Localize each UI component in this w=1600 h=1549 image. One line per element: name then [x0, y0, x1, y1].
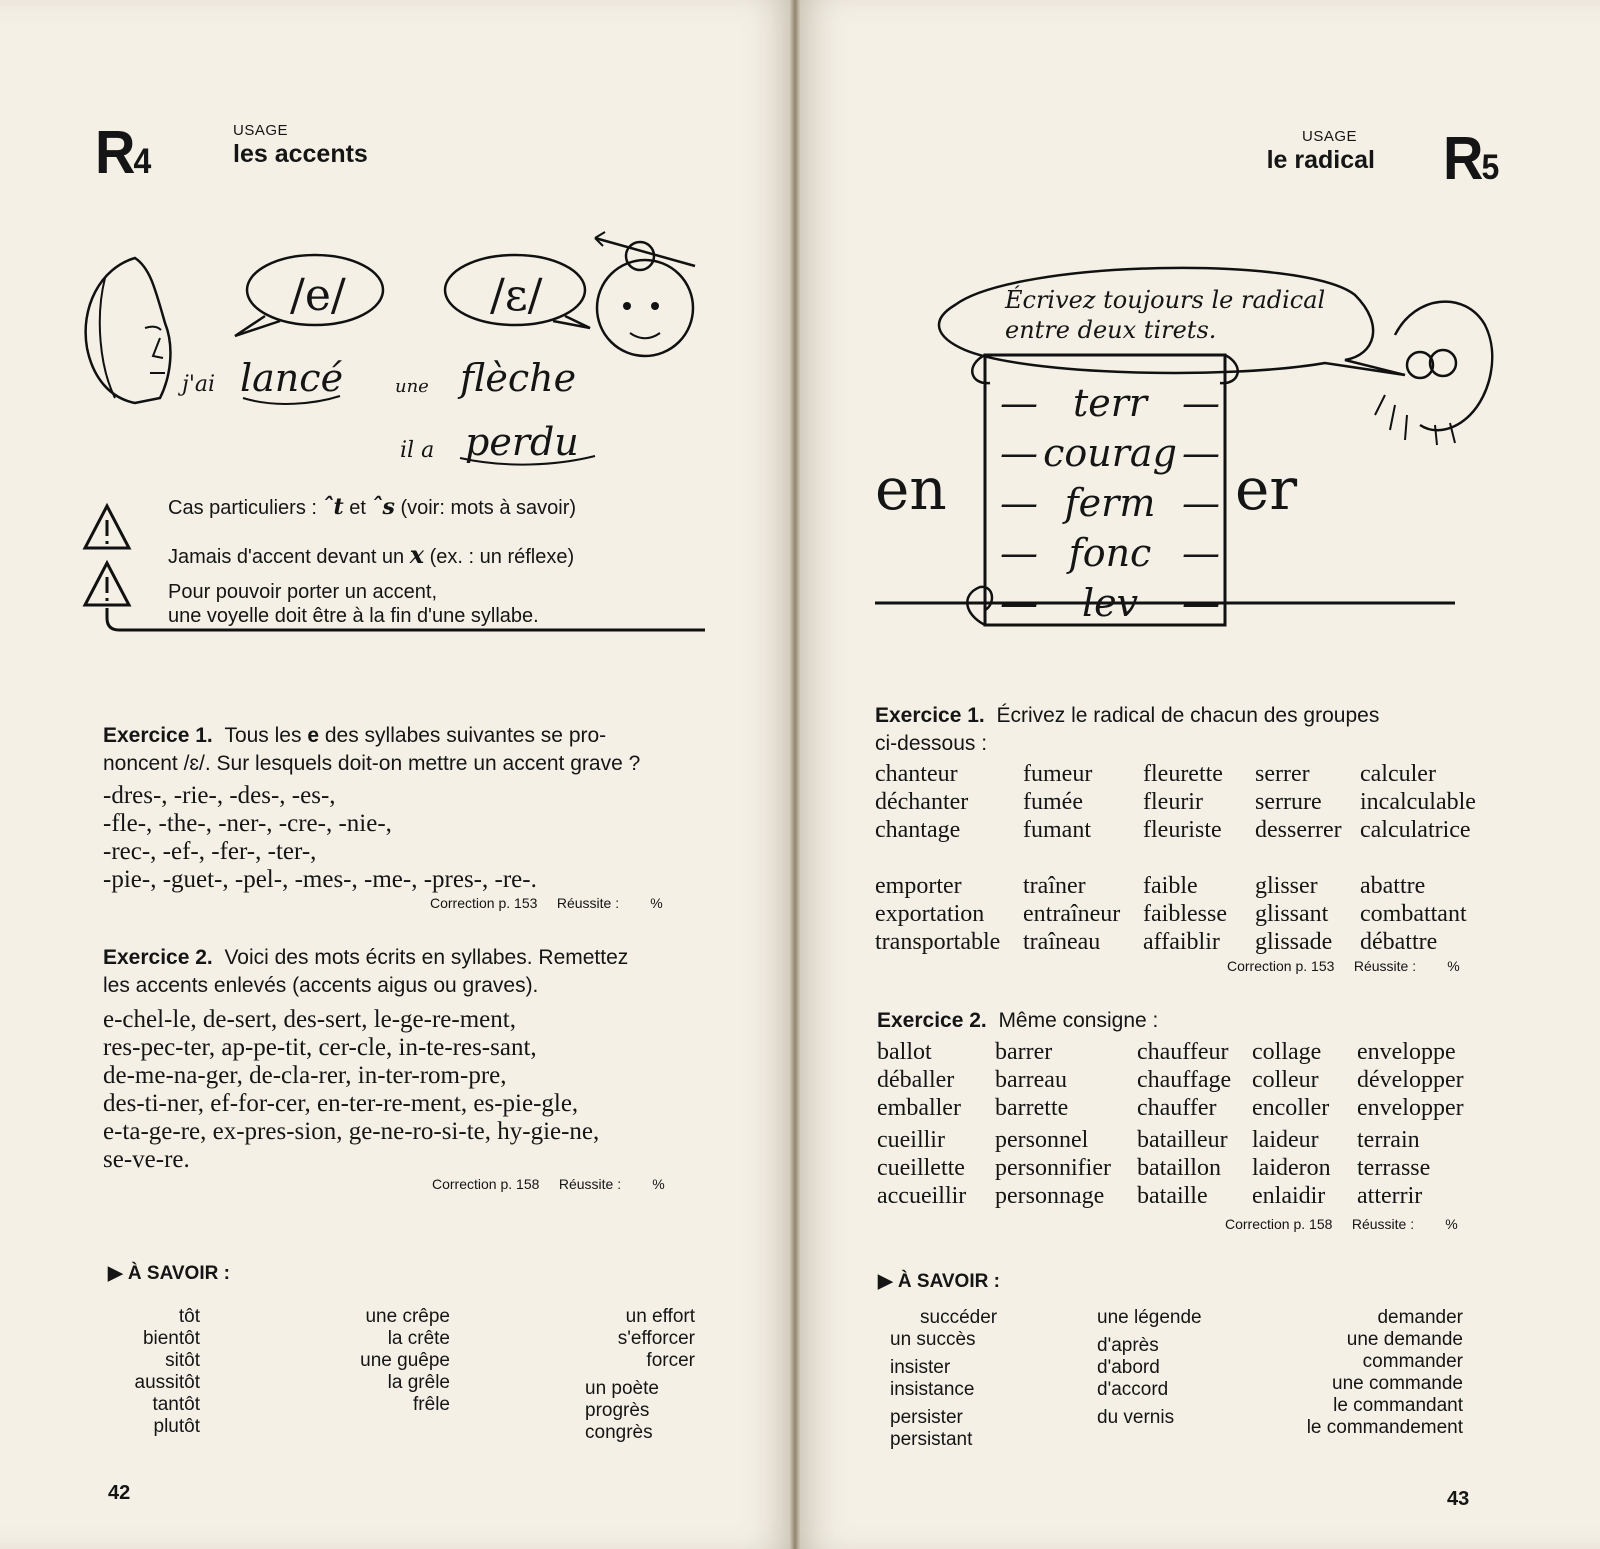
syllable-line: -dres-, -rie-, -des-, -es-, — [103, 782, 336, 809]
exercise-2-words — [103, 1006, 599, 1174]
radical-row: — lev — — [1000, 581, 1220, 625]
exercise-2-group-1: ballot barrer chauffeur collage enveloppe déballer barreau chauffage colleur développer emballer barrette chauffer encoller envelopper — [877, 1039, 1464, 1121]
sentence-prefix: j'ai — [182, 372, 216, 397]
savoir-title: ▶ À SAVOIR : — [108, 1263, 230, 1284]
exercise-1-group-1: chanteur fumeur fleurette serrer calculer déchanter fumée fleurir serrure incalculable chantage fumant fleuriste desserrer calculatrice — [875, 761, 1476, 843]
exercise-2-instructions: Exercice 2. Même consigne : — [877, 1009, 1159, 1032]
apple-icon — [626, 242, 654, 270]
savoir-column-3: demander une demande commander une commande le commandant le commandement — [1306, 1307, 1463, 1438]
boy-head-icon — [597, 260, 693, 356]
exercise-2-instructions: Exercice 2. Voici des mots écrits en syllabes. Remettez les accents enlevés (accents aigus ou graves). — [103, 946, 629, 997]
exercise-1-group-2: emporter traîner faible glisser abattre exportation entraîneur faiblesse glissant combattant transportable traîneau affaiblir glissade débattre — [875, 873, 1467, 955]
radical-row: — courag — — [1000, 431, 1220, 475]
word-fleche: flèche — [460, 356, 577, 400]
accents-illustration — [75, 228, 725, 638]
left-page — [0, 0, 795, 1549]
word-lance: lancé — [240, 356, 344, 400]
savoir-column-1: succéder un succès insister insistance persister persistant — [890, 1307, 998, 1450]
radical-row: — ferm — — [1000, 481, 1220, 525]
radical-row: — terr — — [1000, 381, 1220, 425]
section-title: les accents — [233, 140, 368, 168]
page-number: 42 — [108, 1482, 131, 1504]
radical-row: — fonc — — [1000, 531, 1220, 575]
girl-head-icon — [86, 258, 171, 403]
old-man-head-icon — [1395, 302, 1492, 431]
radical-list — [1000, 378, 1220, 628]
word-line: de-me-na-ger, de-cla-rer, in-ter-rom-pre, — [103, 1062, 507, 1089]
usage-tag: USAGE — [233, 122, 289, 139]
syllable-line: -fle-, -the-, -ner-, -cre-, -nie-, — [103, 810, 392, 837]
word-line: e-chel-le, de-sert, des-sert, le-ge-re-ment, — [103, 1006, 516, 1033]
savoir-title: ▶ À SAVOIR : — [878, 1271, 1000, 1292]
word-line: se-ve-re. — [103, 1146, 190, 1173]
right-page — [795, 0, 1600, 1549]
exercise-1-instructions: Exercice 1. Écrivez le radical de chacun des groupes ci-dessous : — [875, 704, 1380, 755]
sentence2-prefix: il a — [400, 438, 435, 463]
exercise-1-instructions: Exercice 1. Tous les e des syllabes suivantes se pro- noncent /ɛ/. Sur lesquels doit-on mettre un accent grave ? — [103, 724, 641, 775]
section-title: le radical — [1266, 146, 1375, 174]
savoir-column-2: une crêpe la crête une guêpe la grêle frêle — [360, 1306, 450, 1415]
word-une: une — [395, 376, 429, 397]
syllable-line: -pie-, -guet-, -pel-, -mes-, -me-, -pres-, -re-. — [103, 866, 537, 893]
word-line: e-ta-ge-re, ex-pres-sion, ge-ne-ro-si-te, hy-gie-ne, — [103, 1118, 600, 1145]
word-line: des-ti-ner, ef-for-cer, en-ter-re-ment, es-pie-gle, — [103, 1090, 579, 1117]
note-vowel-rule: Pour pouvoir porter un accent, une voyelle doit être à la fin d'une syllabe. — [168, 581, 539, 627]
lesson-code: R5 — [1443, 123, 1498, 193]
exercise-1-score: Correction p. 153 Réussite : % — [430, 895, 663, 911]
usage-tag: USAGE — [1302, 128, 1358, 145]
page-number: 43 — [1447, 1488, 1470, 1510]
syllable-line: -rec-, -ef-, -fer-, -ter-, — [103, 838, 317, 865]
word-perdu: perdu — [465, 420, 579, 464]
prefix-en: en — [875, 455, 947, 523]
exercise-2-score: Correction p. 158 Réussite : % — [1225, 1216, 1458, 1232]
savoir-column-1: tôt bientôt sitôt aussitôt tantôt plutôt — [134, 1306, 200, 1437]
note-particular-cases: Cas particuliers : ˆt et ˆs (voir: mots à savoir) — [168, 494, 577, 520]
suffix-er: er — [1235, 455, 1298, 523]
bubble-epsilon-text: /ɛ/ — [490, 270, 543, 321]
note-never-before-x: Jamais d'accent devant un x (ex. : un réflexe) — [168, 540, 575, 569]
lesson-code: R4 — [95, 117, 150, 187]
exercise-1-syllables — [103, 782, 537, 894]
book-gutter — [790, 0, 800, 1549]
word-line: res-pec-ter, ap-pe-tit, cer-cle, in-te-res-sant, — [103, 1034, 537, 1061]
exercise-2-score: Correction p. 158 Réussite : % — [432, 1176, 665, 1192]
bubble-e-text: /e/ — [290, 270, 346, 321]
exercise-2-group-2: cueillir personnel batailleur laideur terrain cueillette personnifier bataillon laideron terrasse accueillir personnage bataille enlaidir atterrir — [877, 1127, 1431, 1209]
bubble-text: Écrivez toujours le radical entre deux tirets. — [1005, 286, 1326, 344]
savoir-column-3: un effort s'efforcer forcer un poète progrès congrès — [585, 1306, 695, 1443]
savoir-column-2: une légende d'après d'abord d'accord du vernis — [1097, 1307, 1202, 1428]
exercise-1-score: Correction p. 153 Réussite : % — [1227, 958, 1460, 974]
